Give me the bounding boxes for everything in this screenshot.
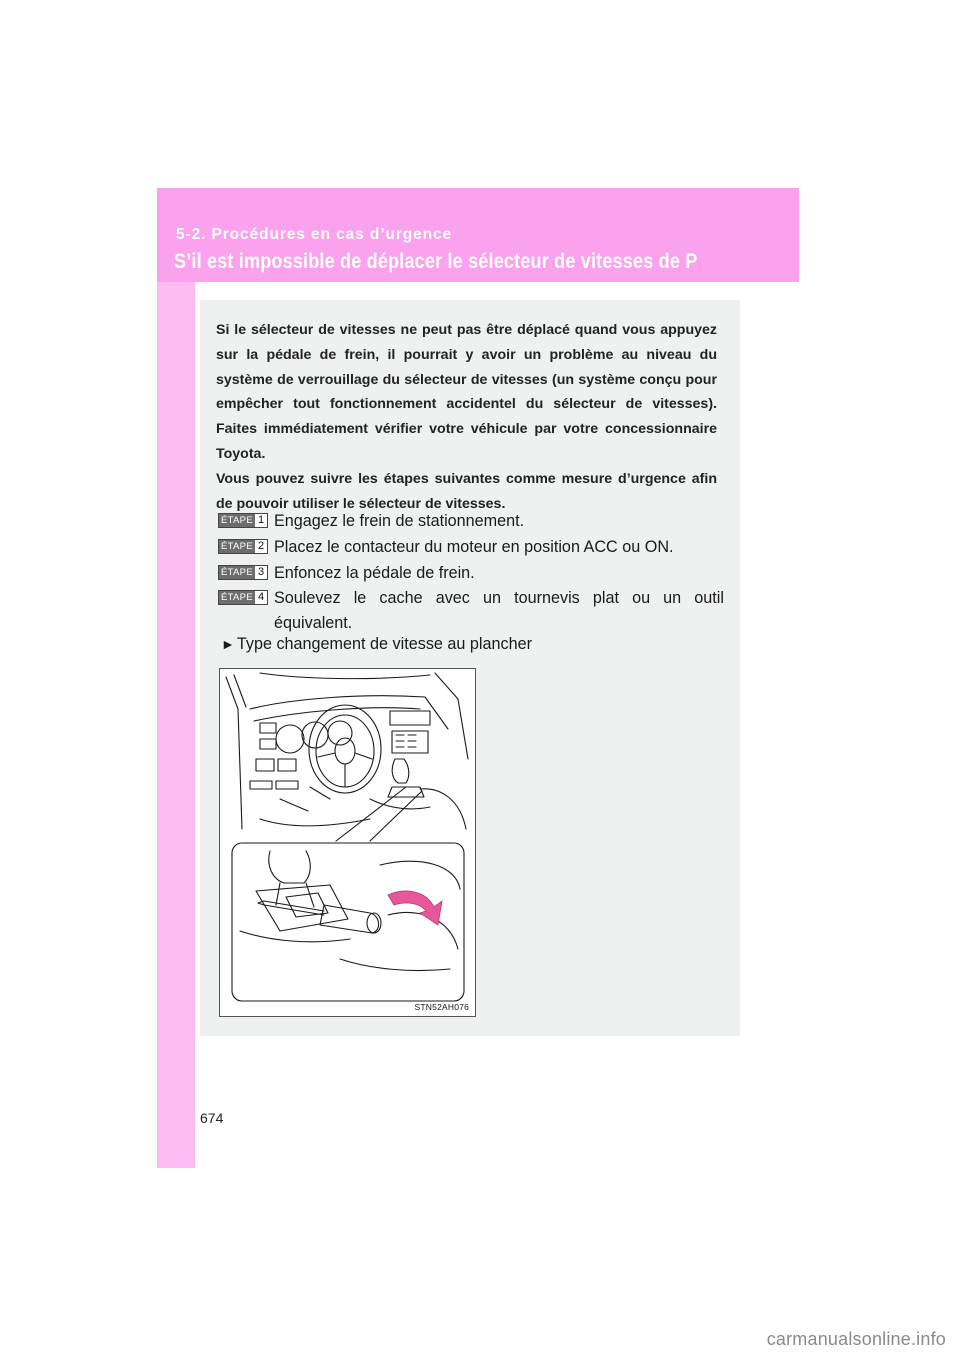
watermark: carmanualsonline.info xyxy=(766,1329,946,1349)
intro-text xyxy=(216,318,717,516)
step-3 xyxy=(218,561,723,587)
illustration-shift-lock-release xyxy=(219,668,476,1017)
variant-heading xyxy=(221,635,532,654)
illustration-drawing xyxy=(220,669,475,1016)
step-badge: ÉTAPE 4 xyxy=(218,590,268,605)
step-badge: ÉTAPE 1 xyxy=(218,513,268,528)
section-label: 5-2. Procédures en cas d’urgence xyxy=(176,226,453,243)
step-text: Engagez le frein de stationnement. xyxy=(274,512,525,530)
step-1 xyxy=(218,509,723,535)
intro-paragraph-1: Si le sélecteur de vitesses ne peut pas être déplacé quand vous appuyez sur la pédale de frein, il pourrait y avoir un problème au niveau du système de verrouillage du sélecteur de vitesses (un système conçu pour empêcher tout fonctionnement accidentel du sélecteur de vitesses). Faites immédiatement vérifier votre véhicule par votre concessionnaire Toyota. xyxy=(216,322,717,462)
step-4 xyxy=(218,586,723,638)
step-text: Placez le contacteur du moteur en position ACC ou ON. xyxy=(274,538,674,556)
figure-code: STN52AH076 xyxy=(414,1002,469,1012)
step-text: Enfoncez la pédale de frein. xyxy=(274,564,475,582)
intro-paragraph-2: Vous pouvez suivre les étapes suivantes comme mesure d’urgence afin de pouvoir utiliser le sélecteur de vitesses. xyxy=(216,470,717,512)
side-color-strip xyxy=(157,188,195,1168)
step-badge: ÉTAPE 2 xyxy=(218,539,268,554)
triangle-marker-icon: ► xyxy=(221,636,235,652)
step-2 xyxy=(218,535,723,561)
step-text: Soulevez le cache avec un tournevis plat ou un outil équivalent. xyxy=(274,589,724,632)
pink-rotation-arrow-icon xyxy=(388,891,442,925)
variant-label: Type changement de vitesse au plancher xyxy=(236,635,533,653)
step-badge: ÉTAPE 3 xyxy=(218,565,268,580)
page-number: 674 xyxy=(200,1110,224,1126)
page-title: S’il est impossible de déplacer le sélecteur de vitesses de P xyxy=(174,250,698,273)
